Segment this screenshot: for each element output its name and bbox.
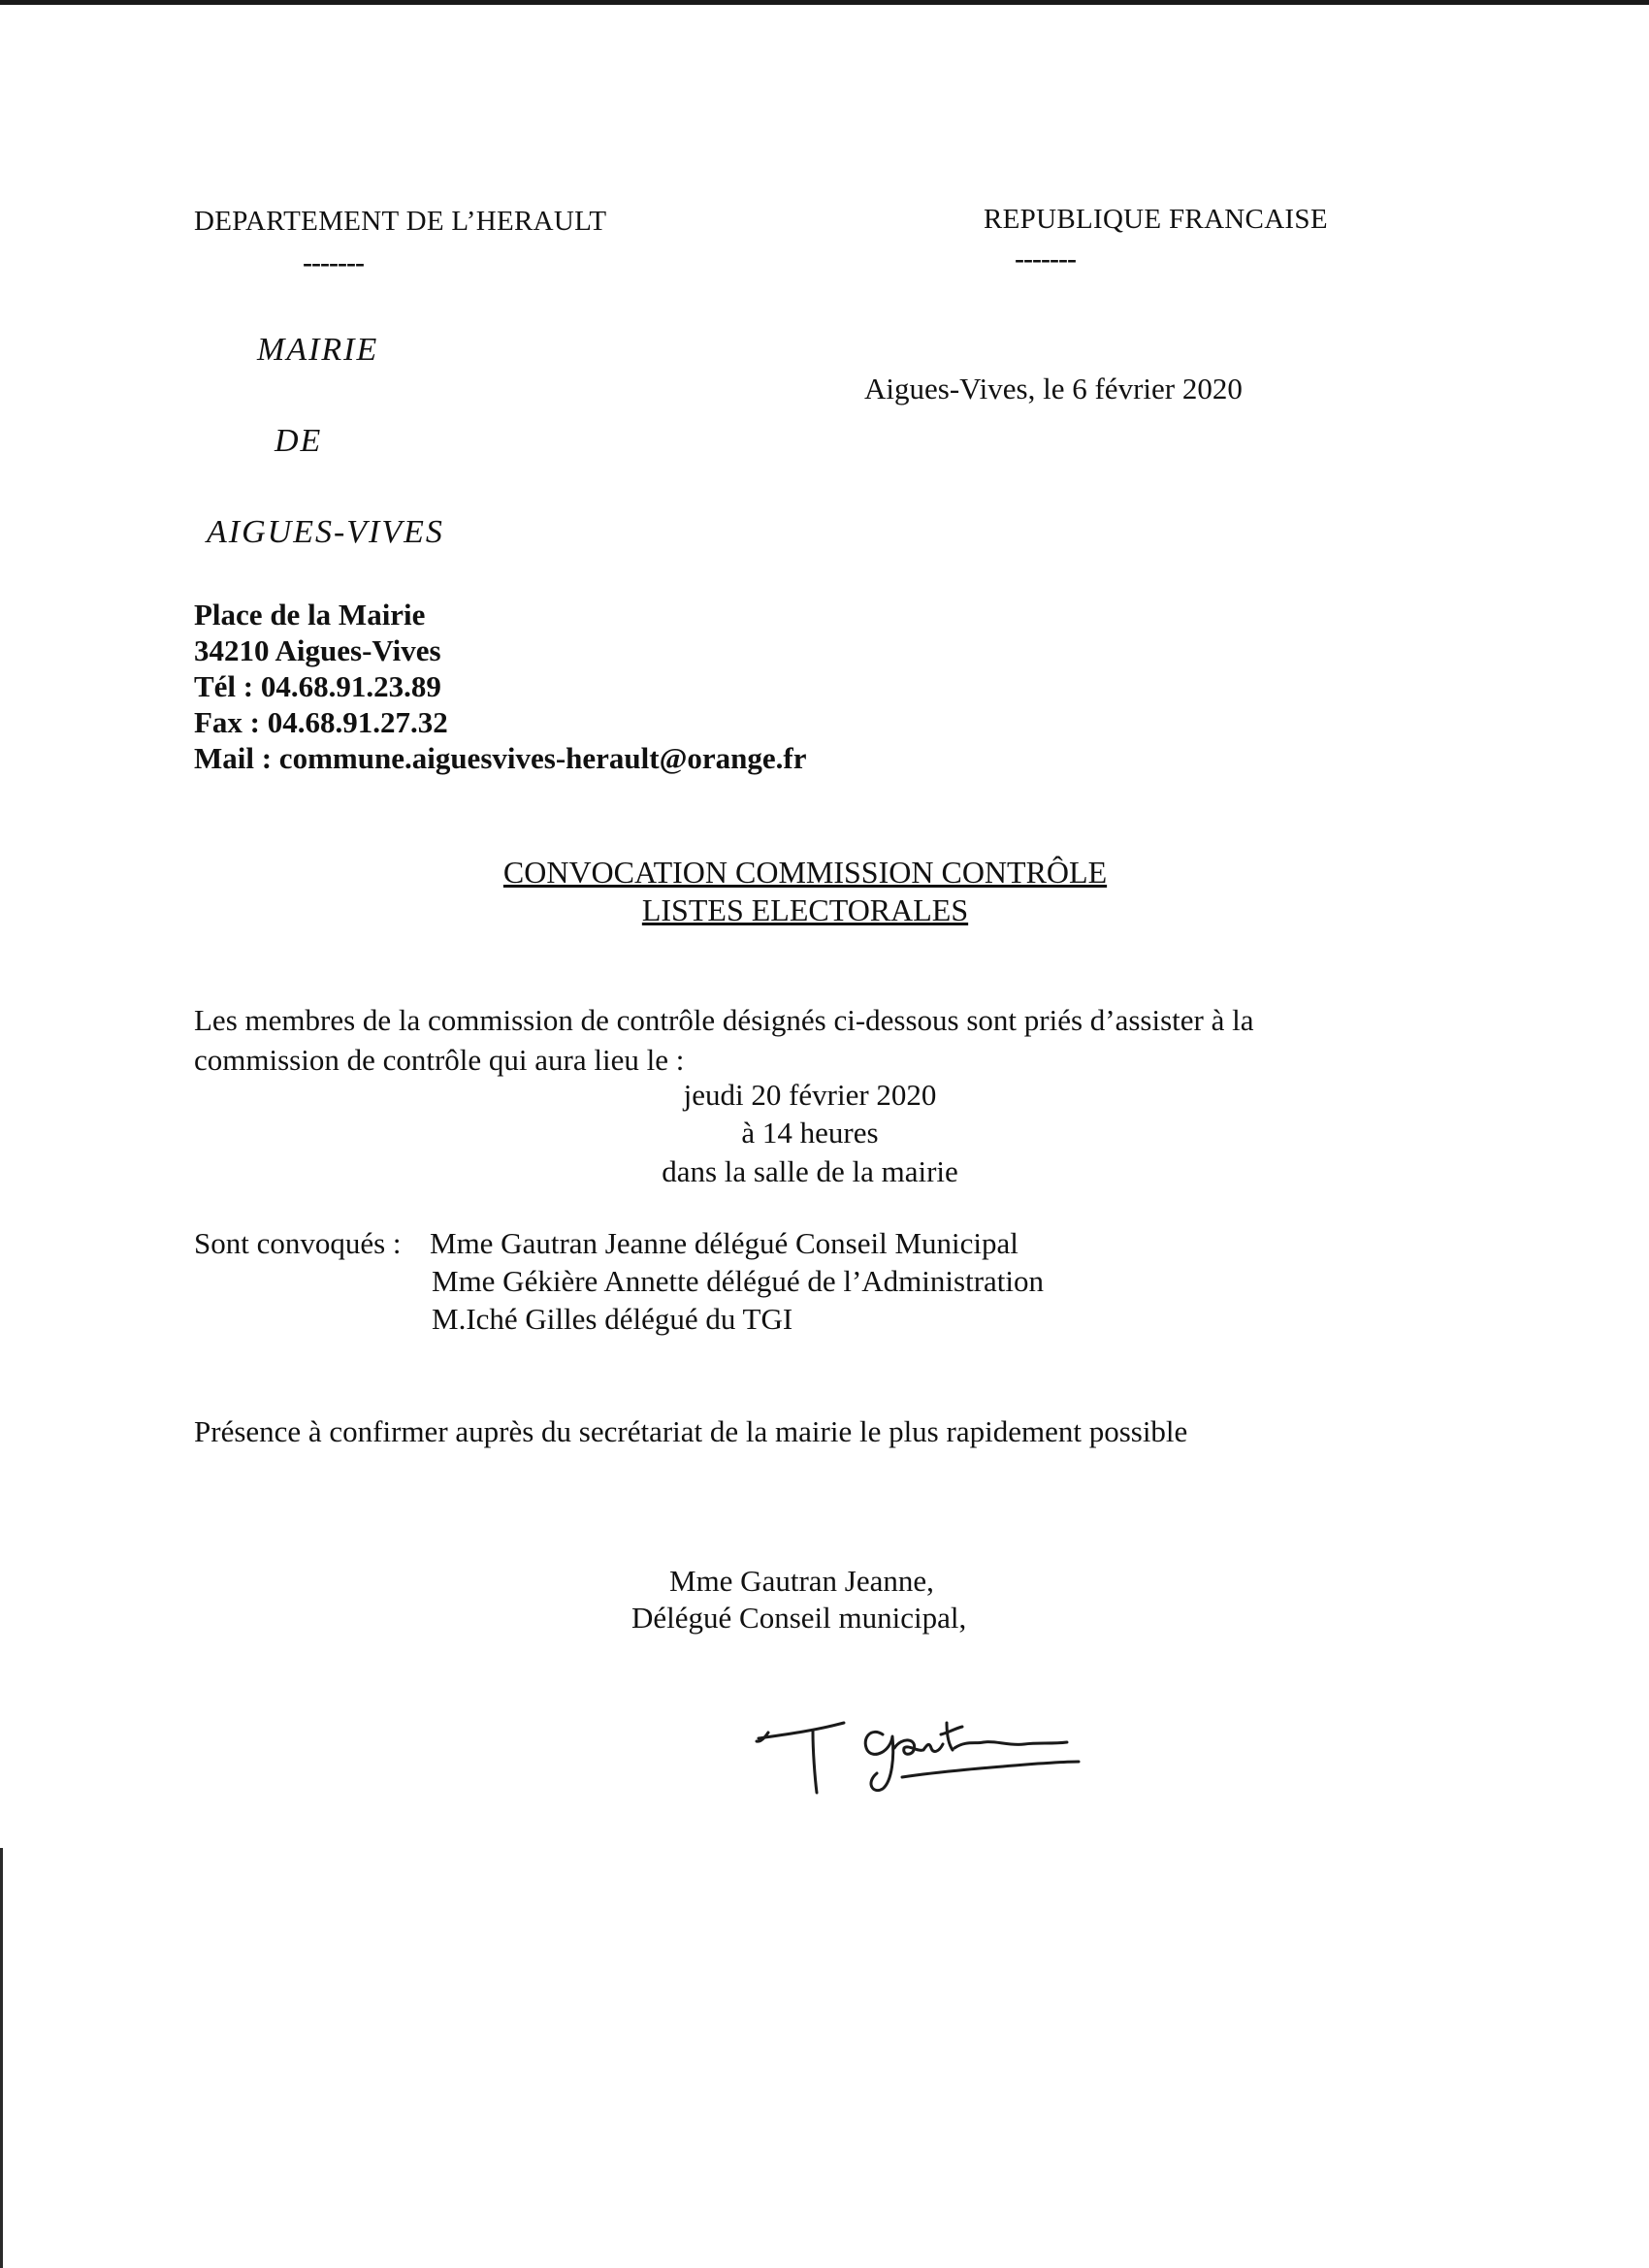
address-street: Place de la Mairie [194,598,426,632]
header-republique: REPUBLIQUE FRANCAISE [984,204,1328,235]
mairie-word: MAIRIE [257,332,379,368]
de-word: DE [275,423,323,459]
header-left-dashes: ------- [303,246,364,278]
date-line: Aigues-Vives, le 6 février 2020 [864,372,1243,405]
intro-line2: commission de contrôle qui aura lieu le : [194,1043,685,1077]
header-departement: DEPARTEMENT DE L’HERAULT [194,206,607,237]
scan-edge-top [0,0,1649,5]
signatory-name: Mme Gautran Jeanne, [669,1564,934,1598]
convoque-3: M.Iché Gilles délégué du TGI [432,1302,793,1336]
header-right-dashes: ------- [1015,243,1076,275]
presence-note: Présence à confirmer auprès du secrétariat de la mairie le plus rapidement possible [194,1414,1188,1448]
meeting-date: jeudi 20 février 2020 [683,1078,937,1112]
meeting-time: à 14 heures [741,1116,879,1150]
address-block [194,597,807,776]
address-tel: Tél : 04.68.91.23.89 [194,669,441,703]
scan-edge-left [0,1848,3,2268]
address-fax: Fax : 04.68.91.27.32 [194,705,448,739]
handwritten-signature [747,1688,1096,1814]
meeting-place: dans la salle de la mairie [662,1154,958,1188]
aigues-vives-word: AIGUES-VIVES [207,514,444,550]
convoque-2: Mme Gékière Annette délégué de l’Administration [432,1264,1045,1298]
convoque-1: Mme Gautran Jeanne délégué Conseil Municipal [430,1226,1018,1260]
signatory-role: Délégué Conseil municipal, [631,1601,967,1635]
signature-drawing [747,1688,1096,1814]
title-line2: LISTES ELECTORALES [641,892,969,927]
address-mail: Mail : commune.aiguesvives-herault@orange.fr [194,741,807,775]
intro-line1: Les membres de la commission de contrôle désignés ci-dessous sont priés d’assister à la [194,1003,1254,1037]
title-line1: CONVOCATION COMMISSION CONTRÔLE [502,855,1108,890]
address-city: 34210 Aigues-Vives [194,633,441,667]
convoques-label: Sont convoqués : [194,1226,402,1260]
